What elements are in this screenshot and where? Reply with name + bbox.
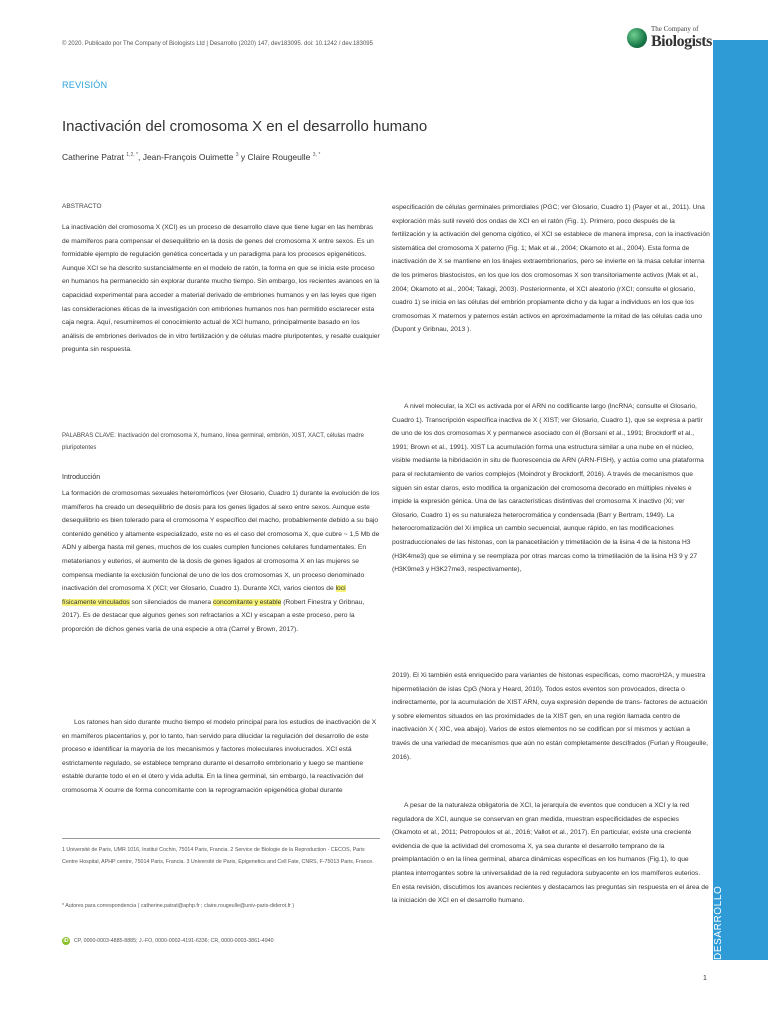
- introduction-heading: Introducción: [62, 474, 101, 481]
- sidebar-label: DESARROLLO: [713, 885, 724, 960]
- introduction-paragraph-2: Los ratones han sido durante mucho tiempo el modelo principal para los estudios de inactivación de X en mamíferos placentarios y, por lo tanto, han servido para dilucidar la regulación del desarrollo de este proceso e identificar la mayoría de los mecanismos y factores moleculares involucrados. XCI está estrictamente regulado, se establece temprano durante el desarrollo embrionario y luego se mantiene estable durante todo el en el útero y vida adulta. En la línea germinal, sin embargo, la reactivación del cromosoma X ocurre de forma concomitante con la reprogramación epigenética global durante: [62, 719, 377, 794]
- author-affiliation: 1,2, *: [126, 152, 138, 159]
- affiliations: 1 Université de Paris, UMR 1016, Institut Cochin, 75014 Paris, Francia. 2 Service de Biologie de la Reproduction - CECOS, Paris Centre Hospital, APHP centre, 75014 Paris, Francia. 3 Université de Paris, Epigenetics and Cell Fate, CNRS, F-75013 Paris, France.: [62, 847, 374, 865]
- keywords: PALABRAS CLAVE: Inactivación del cromosoma X, humano, línea germinal, embrión, XIST, XACT, células madre pluripotentes: [62, 433, 364, 451]
- orcid-ids: CP, 0000-0003-4885-8885; J.-FO, 0000-0002-4191-6336; CR, 0000-0003-3861-4940: [74, 938, 274, 944]
- author-name[interactable]: Catherine Patrat: [62, 152, 124, 162]
- highlighted-text[interactable]: concomitante y estable: [212, 598, 282, 606]
- right-column-paragraph-4: A pesar de la naturaleza obligatoria de XCI, la jerarquía de eventos que conducen a XCI y la red reguladora de XCI, aunque se conservan en gran medida, muestran especificidades de especies (Okamoto et al., 2011; Petropoulos et al., 2016; Vallot et al., 2017). En particular, existe una creciente evidencia de que la actividad del cromosoma X, ya sea durante el desarrollo temprano de la preimplantación o en la línea germinal, abarca dinámicas específicas en los humanos (Fig.1), lo que plantea interrogantes sobre la universalidad de la red reguladora subyacente en los mamíferos euterios. En esta revisión, discutimos los avances recientes y destacamos las preguntas sin respuesta en el área de la iniciación de XCI en el desarrollo humano.: [392, 802, 709, 905]
- article-type: REVISIÓN: [62, 80, 108, 90]
- globe-icon: [627, 28, 647, 48]
- abstract-heading: ABSTRACTO: [62, 203, 102, 210]
- text-segment: La formación de cromosomas sexuales heteromórficos (ver Glosario, Cuadro 1) durante la evolución de los mamíferos ha creado un desequilibrio de dosis para los genes ligados al sexo entre sexos. Aunque este desequilibrio es bien tolerado para el cromosoma Y específico del macho, probablemente debido a su bajo contenido genético y altamente especializado, este no es el caso del cromosoma X, que cubre ~ 1,5 Mb de ADN y alberga hasta mil genes, muchos de los cuales cumplen funciones celulares fundamentales. En metaterianos y euterios, el aumento de la dosis de genes ligados al cromosoma X en las mujeres se compensa mediante la exclusión funcional de uno de los dos cromosomas X, un proceso denominado inactivación del cromosoma X (XCI; ver Glosario, Cuadro 1). Durante XCI, varios cientos de: [62, 490, 380, 593]
- author-name[interactable]: Jean-François Ouimette: [142, 152, 234, 162]
- orcid-icon[interactable]: iD: [63, 937, 69, 944]
- author-name[interactable]: Claire Rougeulle: [247, 152, 311, 162]
- journal-sidebar: [713, 40, 768, 960]
- sidebar-label-container: [713, 40, 768, 960]
- logo-text-small: The Company of: [651, 25, 699, 33]
- right-column-paragraph-2: A nivel molecular, la XCI es activada por el ARN no codificante largo (lncRNA; consulte el Glosario, Cuadro 1). Transcripción específica inactiva de X ( XIST; ver Glosario, Cuadro 1), que se expresa a partir de uno de los dos cromosomas X y permanece asociado con él (Borsani et al., 1991; Brockdorff et al., 1991; Brown et al., 1991). XIST La acumulación forma una estructura similar a una nube en el núcleo, visible mediante la hibridación in situ de fluorescencia de ARN (ARN-FISH), y actúa como una plataforma para el reclutamiento de varios complejos (Moindrot y Brockdorff, 2016). A través de mecanismos que siguen sin estar claros, esto modifica la organización del cromosoma decorado en múltiples niveles e impide la expresión génica. Una de las características distintivas del cromosoma X inactivo (Xi; ver Glosario, Cuadro 1) es su naturaleza heterocromática y condensada (Barr y Bertram, 1949). La heterocromatización del Xi implica un cambio secuencial, aunque rápido, en las modificaciones postraduccionales de las histonas, con la panacetilación y trimetilación de la lisina 4 de la histona H3 (H3K4me3) que se elimina y se reemplaza por otras marcas como la trimetilación de la lisina H3 9 y 27 (H3K9me3 y H3K27me3, respectivamente),: [392, 403, 704, 574]
- text-segment: (Robert Finestra y Gribnau, 2017). Es de destacar que algunos genes son refractarios a XCI y escapan a este proceso, pero la proporción de dichos genes varía de una especie a otra (Carrel y Brown, 2017).: [62, 598, 365, 633]
- author-list: [62, 152, 662, 162]
- highlighted-text[interactable]: loci físicamente vinculados: [62, 585, 346, 606]
- correspondence: * Autores para correspondencia ( catherine.patrat@aphp.fr ; claire.rougeulle@univ-paris-diderot.fr ): [62, 903, 295, 909]
- author-separator: y: [238, 152, 248, 162]
- right-column-paragraph-3: 2019). El Xi también está enriquecido para variantes de histonas específicas, como macroH2A, y muestra hipermetilación de islas CpG (Nora y Heard, 2010). Todos estos eventos son provocados, directa o indirectamente, por la acumulación de XIST ARN, cuya expresión depende de trans- factores de actuación y sobre elementos situados en las proximidades de la XIST gen, en una región llamada centro de inactivación X ( XIC, vea abajo). Varios de estos elementos no se codifican por sí mismos y actúan a través de una variedad de mecanismos que aún no están completamente descifrados (Furlan y Rougeulle, 2016).: [392, 672, 708, 761]
- author-separator: ,: [137, 152, 143, 162]
- introduction-paragraph-1: [62, 487, 380, 637]
- author-affiliation: 3, *: [312, 152, 321, 159]
- footnote-divider: [62, 838, 380, 839]
- right-column-paragraph-1: especificación de células germinales primordiales (PGC; ver Glosario, Cuadro 1) (Payer et al., 2011). Una exploración más sutil reveló dos ondas de XCI en el ratón (Fig. 1). Primero, poco después de la fertilización y la activación del genoma cigótico, el XCI se establece de manera impresa, con la inactivación sistemática del cromosoma X paterno (Fig. 1; Mak et al., 2004; Okamoto et al., 2004). Esta forma de inactivación de X se mantiene en los linajes extraembrionarios, pero se invierte en la masa celular interna de los primeros blastocistos, en los que los dos cromosomas X son transitoriamente activos (Mak et al., 2004; Okamoto et al., 2004; Takagi, 2003). Posteriormente, el XCI aleatorio (rXCI; consulte el glosario, cuadro 1) se inicia en las células del embrión propiamente dicho y da lugar a individuos en los que los cromosomas X maternos y paternos están activos en aproximadamente la mitad de las células cada uno (Dupont y Gribnau, 2013 ).: [392, 204, 710, 334]
- orcid-line: [62, 935, 322, 948]
- abstract-text: La inactivación del cromosoma X (XCI) es un proceso de desarrollo clave que tiene lugar en las hembras de mamíferos para compensar el desequilibrio en la dosis de genes del cromosoma X entre sexos. Es un formidable ejemplo de regulación genética concertada y un paradigma para los procesos epigenéticos. Aunque XCI se ha descrito sustancialmente en el modelo de ratón, la forma en que se inicia este proceso en humanos ha permanecido sin explorar durante mucho tiempo. Sin embargo, los recientes avances en la capacidad experimental para acceder a material derivado de embriones humanos y en las leyes que rigen las consideraciones éticas de la investigación con embriones humanos nos han permitido esclarecer esta caja negra. Aquí, resumiremos el conocimiento actual de XCI humano, principalmente basado en los análisis de embriones derivados de in vitro fertilización y de células madre pluripotentes, y resalte cualquier pregunta sin respuesta.: [62, 224, 380, 354]
- article-title: Inactivación del cromosoma X en el desarrollo humano: [62, 118, 428, 135]
- citation-line: © 2020. Publicado por The Company of Biologists Ltd | Desarrollo (2020) 147, dev183095. doi: 10.1242 / dev.183095: [62, 41, 373, 47]
- author-affiliation: 3: [235, 152, 239, 159]
- text-segment: son silenciados de manera: [129, 598, 213, 606]
- logo-text-main: Biologists: [651, 33, 712, 50]
- page-number: 1: [703, 975, 707, 982]
